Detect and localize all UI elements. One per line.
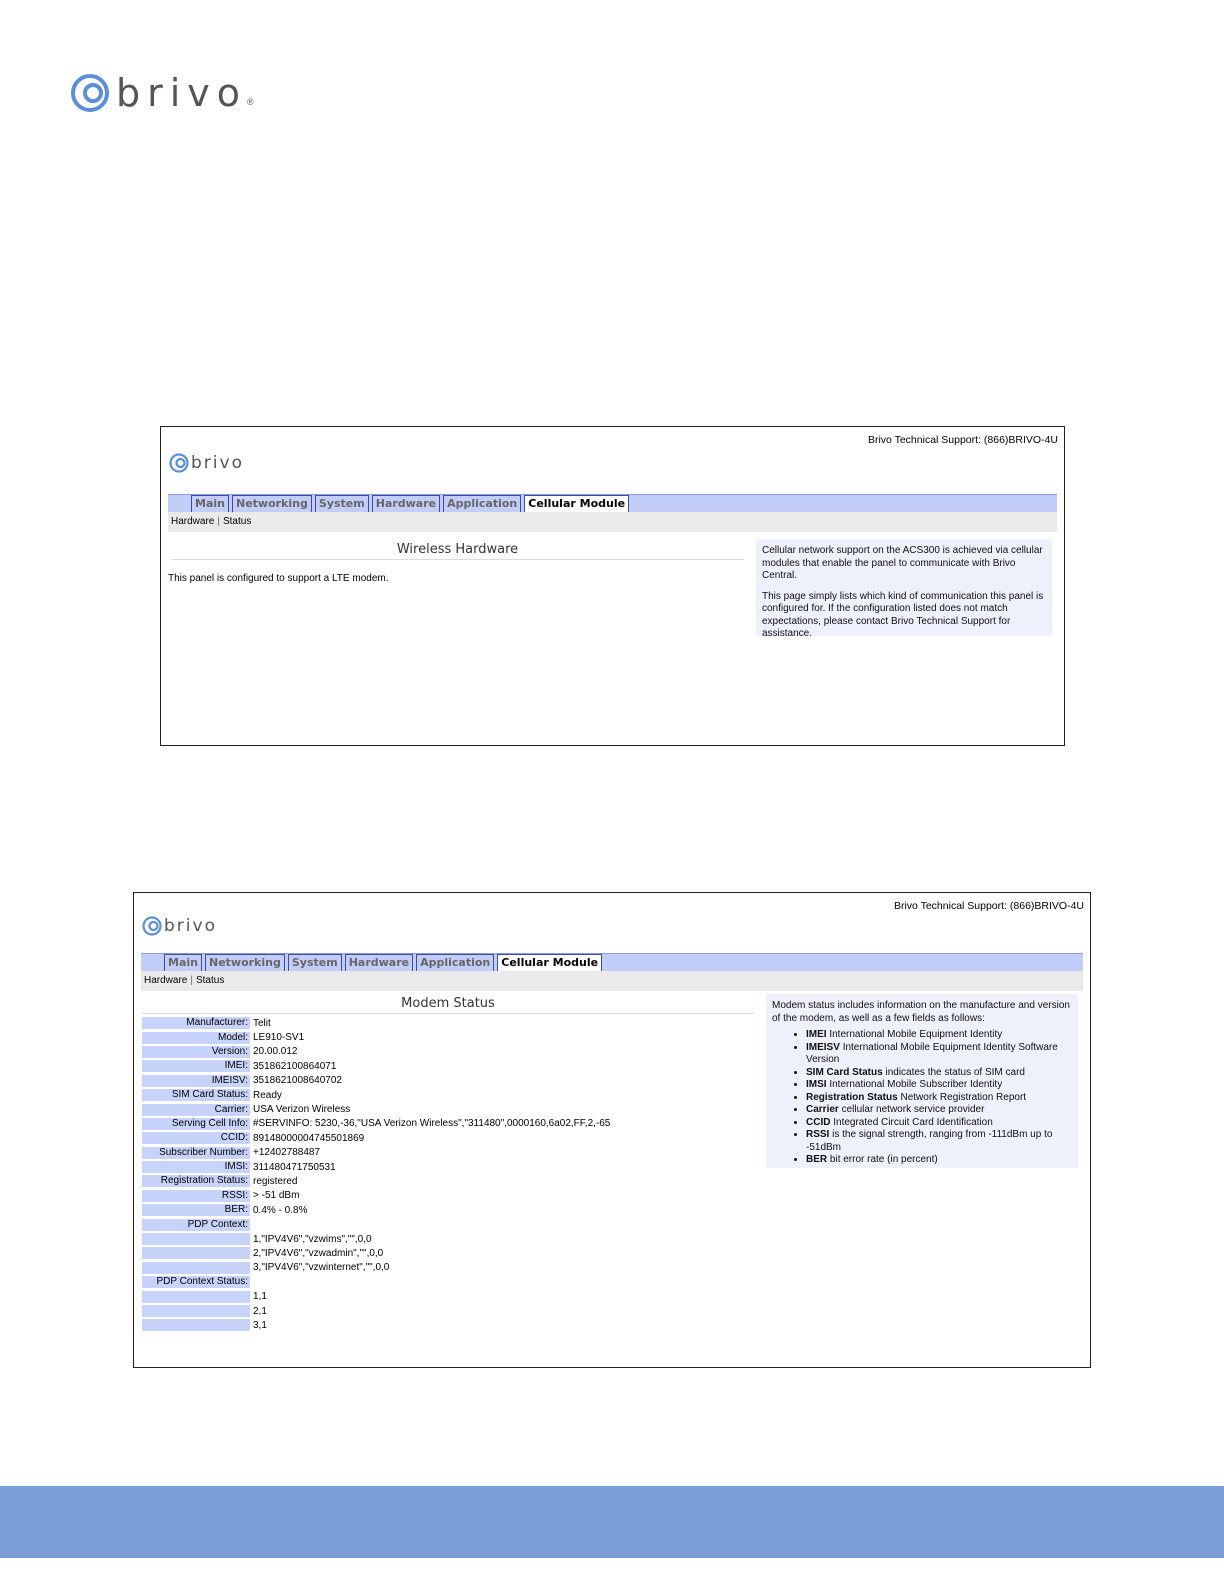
tab-system[interactable]: System <box>315 495 369 512</box>
tab-main[interactable]: Main <box>191 495 229 512</box>
field-label: BER: <box>142 1204 250 1216</box>
table-row <box>142 1189 610 1203</box>
help-intro: Modem status includes information on the manufacture and version of the modem, as well as a few fields as follows: <box>772 1000 1070 1024</box>
table-row <box>142 1246 610 1260</box>
field-value: 3,"IPV4V6","vzwinternet","",0,0 <box>253 1262 390 1274</box>
table-row <box>142 1232 610 1246</box>
help-description: bit error rate (in percent) <box>829 1154 938 1165</box>
list-item <box>806 1029 1072 1042</box>
field-value: Telit <box>253 1017 271 1029</box>
help-term: CCID <box>806 1116 831 1128</box>
brivo-logo-icon <box>70 73 110 113</box>
field-label: PDP Context: <box>142 1219 250 1231</box>
table-row <box>142 1030 610 1044</box>
tab-networking[interactable]: Networking <box>232 495 312 512</box>
field-value: 20.00.012 <box>253 1046 298 1058</box>
brivo-logo-icon <box>142 916 162 936</box>
field-value: Ready <box>253 1089 282 1101</box>
tab-application[interactable]: Application <box>416 954 494 971</box>
breadcrumb-separator: | <box>190 975 193 986</box>
field-value: 1,"IPV4V6","vzwims","",0,0 <box>253 1233 372 1245</box>
help-description: International Mobile Equipment Identity <box>829 1029 1003 1040</box>
breadcrumb-separator: | <box>217 516 220 527</box>
page-title: Wireless Hardware <box>171 542 744 560</box>
table-row <box>142 1117 610 1131</box>
help-term: Carrier <box>806 1104 839 1115</box>
brivo-logo-text: brivo <box>191 452 244 473</box>
help-description: is the signal strength, ranging from -111dBm up to -51dBm <box>806 1129 1053 1153</box>
field-label: Serving Cell Info: <box>142 1118 250 1130</box>
table-row <box>142 1074 610 1088</box>
field-value: 2,"IPV4V6","vzwadmin","",0,0 <box>253 1247 384 1259</box>
table-row <box>142 1275 610 1289</box>
list-item <box>806 1042 1072 1067</box>
help-term: IMEI <box>806 1029 827 1040</box>
field-label: IMSI: <box>142 1161 250 1173</box>
table-row <box>142 1174 610 1188</box>
brivo-logo-text: brivo <box>116 70 248 115</box>
table-row <box>142 1102 610 1116</box>
field-value: registered <box>253 1175 298 1187</box>
mini-brivo-logo <box>142 916 217 936</box>
help-paragraph: This page simply lists which kind of communication this panel is configured for. If the configuration listed does not match expectations, please contact Brivo Technical Support for assistance. <box>762 590 1044 639</box>
help-list <box>772 1029 1072 1167</box>
list-item <box>806 1117 1072 1130</box>
field-value: #SERVINFO: 5230,-36,"USA Verizon Wireless","311480",0000160,6a02,FF,2,-65 <box>253 1118 611 1130</box>
breadcrumb-status[interactable]: Status <box>222 516 252 527</box>
table-row <box>142 1016 610 1030</box>
field-label <box>142 1319 250 1331</box>
help-description: International Mobile Equipment Identity Software Version <box>806 1041 1058 1065</box>
field-label: Version: <box>142 1046 250 1058</box>
wireless-hardware-screenshot <box>160 426 1065 746</box>
field-value: USA Verizon Wireless <box>253 1104 351 1116</box>
tab-hardware[interactable]: Hardware <box>372 495 440 512</box>
help-paragraph: Cellular network support on the ACS300 is achieved via cellular modules that enable the panel to communicate with Brivo Central. <box>762 545 1043 581</box>
list-item <box>806 1079 1072 1092</box>
tab-application[interactable]: Application <box>443 495 521 512</box>
nav-bar <box>168 494 1057 512</box>
table-row <box>142 1146 610 1160</box>
list-item <box>806 1067 1072 1080</box>
configuration-text: This panel is configured to support a LTE modem. <box>168 573 389 584</box>
field-value: 1,1 <box>253 1291 267 1303</box>
help-description: International Mobile Subscriber Identity <box>829 1079 1003 1090</box>
modem-status-screenshot <box>133 892 1091 1368</box>
help-term: SIM Card Status <box>806 1066 883 1078</box>
help-term: BER <box>806 1154 828 1165</box>
table-row <box>142 1203 610 1217</box>
brivo-logo <box>70 70 254 115</box>
field-label: Carrier: <box>142 1104 250 1116</box>
help-box <box>756 539 1052 639</box>
field-value: > -51 dBm <box>253 1190 300 1202</box>
help-term: IMEISV <box>806 1041 840 1053</box>
breadcrumb <box>168 512 1057 532</box>
help-box <box>766 994 1078 1168</box>
tab-cellular-module[interactable]: Cellular Module <box>497 954 602 971</box>
table-row <box>142 1131 610 1145</box>
tab-networking[interactable]: Networking <box>205 954 285 971</box>
help-description: Network Registration Report <box>900 1091 1027 1103</box>
field-value: 89148000004745501869 <box>253 1132 365 1144</box>
field-label: CCID: <box>142 1132 250 1144</box>
help-term: Registration Status <box>806 1091 898 1103</box>
page-title: Modem Status <box>142 996 754 1014</box>
field-value: 3,1 <box>253 1319 267 1331</box>
tab-cellular-module[interactable]: Cellular Module <box>524 495 629 512</box>
tab-system[interactable]: System <box>288 954 342 971</box>
field-label <box>142 1247 250 1259</box>
field-label: IMEI: <box>142 1060 250 1072</box>
table-row <box>142 1088 610 1102</box>
field-label: Manufacturer: <box>142 1017 250 1029</box>
list-item <box>806 1092 1072 1105</box>
field-value: 351862100864071 <box>253 1060 337 1072</box>
footer-band <box>0 1486 1224 1558</box>
field-label: IMEISV: <box>142 1075 250 1087</box>
help-term: RSSI <box>806 1129 830 1140</box>
mini-brivo-logo <box>169 453 244 473</box>
field-value: 3518621008640702 <box>253 1075 342 1087</box>
support-phone: Brivo Technical Support: (866)BRIVO-4U <box>867 434 1058 446</box>
table-row <box>142 1217 610 1231</box>
support-phone: Brivo Technical Support: (866)BRIVO-4U <box>893 900 1084 912</box>
tab-main[interactable]: Main <box>164 954 202 971</box>
field-value: 0.4% - 0.8% <box>253 1204 308 1216</box>
modem-status-table <box>142 1016 610 1333</box>
table-row <box>142 1160 610 1174</box>
field-label <box>142 1291 250 1303</box>
table-row <box>142 1289 610 1303</box>
tab-hardware[interactable]: Hardware <box>345 954 413 971</box>
field-value: 311480471750531 <box>253 1161 336 1173</box>
breadcrumb-hardware[interactable]: Hardware <box>144 975 188 986</box>
table-row <box>142 1059 610 1073</box>
field-label <box>142 1233 250 1245</box>
table-row <box>142 1045 610 1059</box>
field-label: Subscriber Number: <box>142 1147 250 1159</box>
field-label <box>142 1305 250 1317</box>
field-value: +12402788487 <box>253 1147 321 1159</box>
field-value: LE910-SV1 <box>253 1032 305 1044</box>
list-item <box>806 1129 1072 1154</box>
brivo-logo-text: brivo <box>164 915 217 936</box>
field-label <box>142 1262 250 1274</box>
help-description: cellular network service provider <box>841 1104 985 1115</box>
field-label: SIM Card Status: <box>142 1089 250 1101</box>
brivo-logo-icon <box>169 453 189 473</box>
table-row <box>142 1304 610 1318</box>
help-description: Integrated Circuit Card Identification <box>833 1116 993 1128</box>
breadcrumb-status[interactable]: Status <box>195 975 225 986</box>
field-value: 2,1 <box>253 1305 267 1317</box>
field-label: Model: <box>142 1032 250 1044</box>
table-row <box>142 1261 610 1275</box>
registered-mark: ® <box>247 97 254 107</box>
field-label: RSSI: <box>142 1190 250 1202</box>
list-item <box>806 1104 1072 1117</box>
help-description: indicates the status of SIM card <box>885 1066 1025 1078</box>
list-item <box>806 1154 1072 1167</box>
field-label: PDP Context Status: <box>142 1276 250 1288</box>
table-row <box>142 1318 610 1332</box>
help-term: IMSI <box>806 1079 827 1090</box>
breadcrumb <box>141 971 1083 991</box>
nav-bar <box>141 953 1083 971</box>
field-label: Registration Status: <box>142 1175 250 1187</box>
breadcrumb-hardware[interactable]: Hardware <box>171 516 215 527</box>
